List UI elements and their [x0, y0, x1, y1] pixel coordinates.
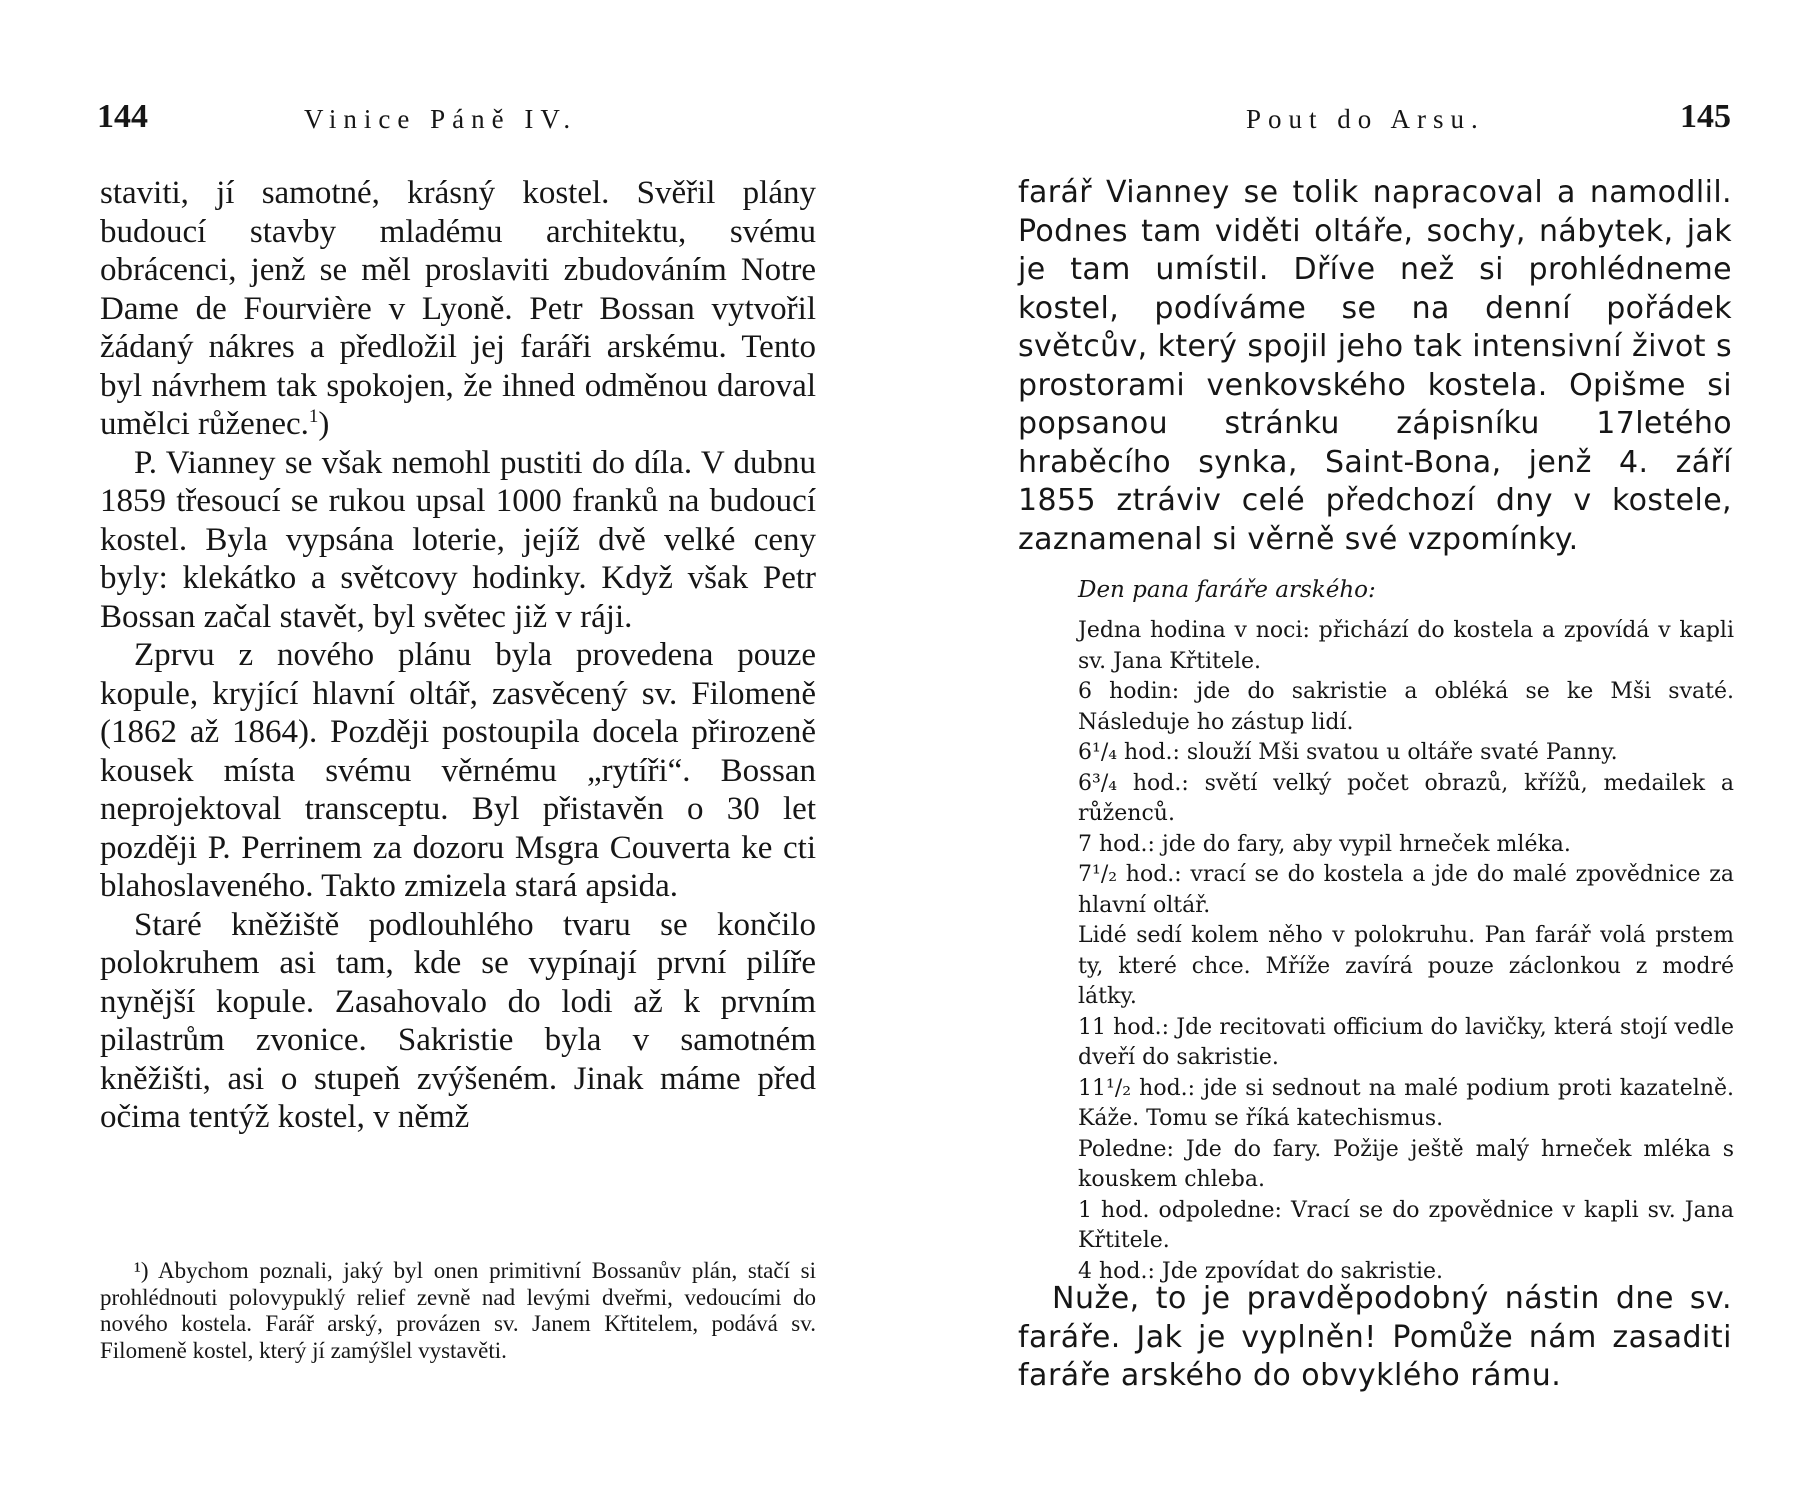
- page-number-right: 145: [1680, 98, 1731, 135]
- paragraph-1-text: staviti, jí samotné, krásný kostel. Svěřil plány budoucí stavby mladému architektu, svému obrácenci, jenž se měl proslaviti zbudováním Notre Dame de Fourvière v Lyoně. Petr Bossan vytvořil žádaný nákres a předložil jej faráři arskému. Tento byl návrhem tak spokojen, že ihned odměnou daroval umělci růženec.: [100, 175, 816, 442]
- diary-entries: [1078, 616, 1734, 1287]
- diary-entry: 7 hod.: jde do fary, aby vypil hrneček mléka.: [1078, 831, 1571, 857]
- diary-entry: 1 hod. odpoledne: Vrací se do zpovědnice v kapli sv. Jana Křtitele.: [1078, 1197, 1734, 1253]
- diary-entry: 6¹/₄ hod.: slouží Mši svatou u oltáře svaté Panny.: [1078, 740, 1618, 765]
- paragraph-3: Zprvu z nového plánu byla provedena pouze kopule, kryjící hlavní oltář, zasvěcený sv. Filomeně (1862 až 1864). Později postoupila docela přirozeně kousek místa svému věrnému „rytíři“. Bossan neprojektoval transceptu. Byl přistavěn o 30 let později P. Perrinem za dozoru Msgra Couverta ke cti blahoslaveného. Takto zmizela stará apsida.: [100, 637, 816, 904]
- diary-entry: Lidé sedí kolem něho v polokruhu. Pan farář volá prstem ty, které chce. Mříže zavírá pouze záclonkou z modré látky.: [1078, 923, 1734, 1009]
- footnote-reference-paren: ): [318, 406, 330, 442]
- running-title-right: Pout do Arsu.: [1246, 104, 1485, 134]
- paragraph-4: Staré kněžiště podlouhlého tvaru se končilo polokruhem asi tam, kde se vypínají první pilíře nynější kopule. Zasahovalo do lodi až k prvním pilastrům zvonice. Sakristie byla v samotném kněžišti, asi o stupeň zvýšeném. Jinak máme před očima tentýž kostel, v němž: [100, 906, 816, 1135]
- paragraph-2: P. Vianney se však nemohl pustiti do díla. V dubnu 1859 třesoucí se rukou upsal 1000 franků na budoucí kostel. Byla vypsána loterie, jejíž dvě velké ceny byly: klekátko a světcovy hodinky. Když však Petr Bossan začal stavět, byl světec již v ráji.: [100, 444, 816, 635]
- diary-entry: 4 hod.: Jde zpovídat do sakristie.: [1078, 1258, 1444, 1284]
- left-page-header: [0, 98, 908, 148]
- running-title-left: Vinice Páně IV.: [304, 104, 578, 134]
- diary-section: [1078, 576, 1734, 1287]
- right-page-intro: [1018, 174, 1732, 559]
- diary-entry: Jedna hodina v noci: přichází do kostela a zpovídá v kapli sv. Jana Křtitele.: [1078, 618, 1734, 674]
- diary-heading: Den pana faráře arského:: [1078, 577, 1376, 603]
- closing-section: [1018, 1280, 1732, 1396]
- footnote-reference: 1: [308, 406, 319, 427]
- page-number-left: 144: [97, 98, 148, 135]
- diary-entry: 6³/₄ hod.: světí velký počet obrazů, křížů, medailek a růženců.: [1078, 770, 1734, 826]
- intro-paragraph: farář Vianney se tolik napracoval a namodlil. Podnes tam viděti oltáře, sochy, nábytek, jak je tam umístil. Dříve než si prohlédneme kostel, podíváme se na denní pořádek světcův, který spojil jeho tak intensivní život s prostorami venkovského kostela. Opišme si popsanou stránku zápisníku 17letého hraběcího synka, Saint-Bona, jenž 4. září 1855 ztráviv celé předchozí dny v kostele, zaznamenal si věrně své vzpomínky.: [1018, 175, 1732, 557]
- diary-entry: Poledne: Jde do fary. Požije ještě malý hrneček mléka s kouskem chleba.: [1078, 1136, 1734, 1192]
- left-page-body: [100, 174, 816, 1137]
- diary-entry: 6 hodin: jde do sakristie a obléká se ke Mši svaté. Následuje ho zástup lidí.: [1078, 679, 1734, 735]
- closing-paragraph: Nuže, to je pravděpodobný nástin dne sv. faráře. Jak je vyplněn! Pomůže nám zasaditi faráře arského do obvyklého rámu.: [1018, 1281, 1732, 1393]
- diary-entry: 7¹/₂ hod.: vrací se do kostela a jde do malé zpovědnice za hlavní oltář.: [1078, 862, 1734, 918]
- paragraph-1: [100, 174, 816, 444]
- right-page: [908, 0, 1816, 1500]
- footnote: [100, 1258, 816, 1364]
- right-page-header: [908, 98, 1816, 148]
- diary-entry: 11¹/₂ hod.: jde si sednout na malé podium proti kazatelně. Káže. Tomu se říká katechismus.: [1078, 1075, 1734, 1131]
- diary-entry: 11 hod.: Jde recitovati officium do lavičky, která stojí vedle dveří do sakristie.: [1078, 1014, 1734, 1070]
- footnote-marker: ¹): [134, 1258, 149, 1283]
- footnote-text: Abychom poznali, jaký byl onen primitivní Bossanův plán, stačí si prohlédnouti polovypuklý relief zevně nad levými dveřmi, vedoucími do nového kostela. Farář arský, provázen sv. Janem Křtitelem, podává sv. Filomeně kostel, který jí zamýšlel vystavěti.: [100, 1258, 816, 1363]
